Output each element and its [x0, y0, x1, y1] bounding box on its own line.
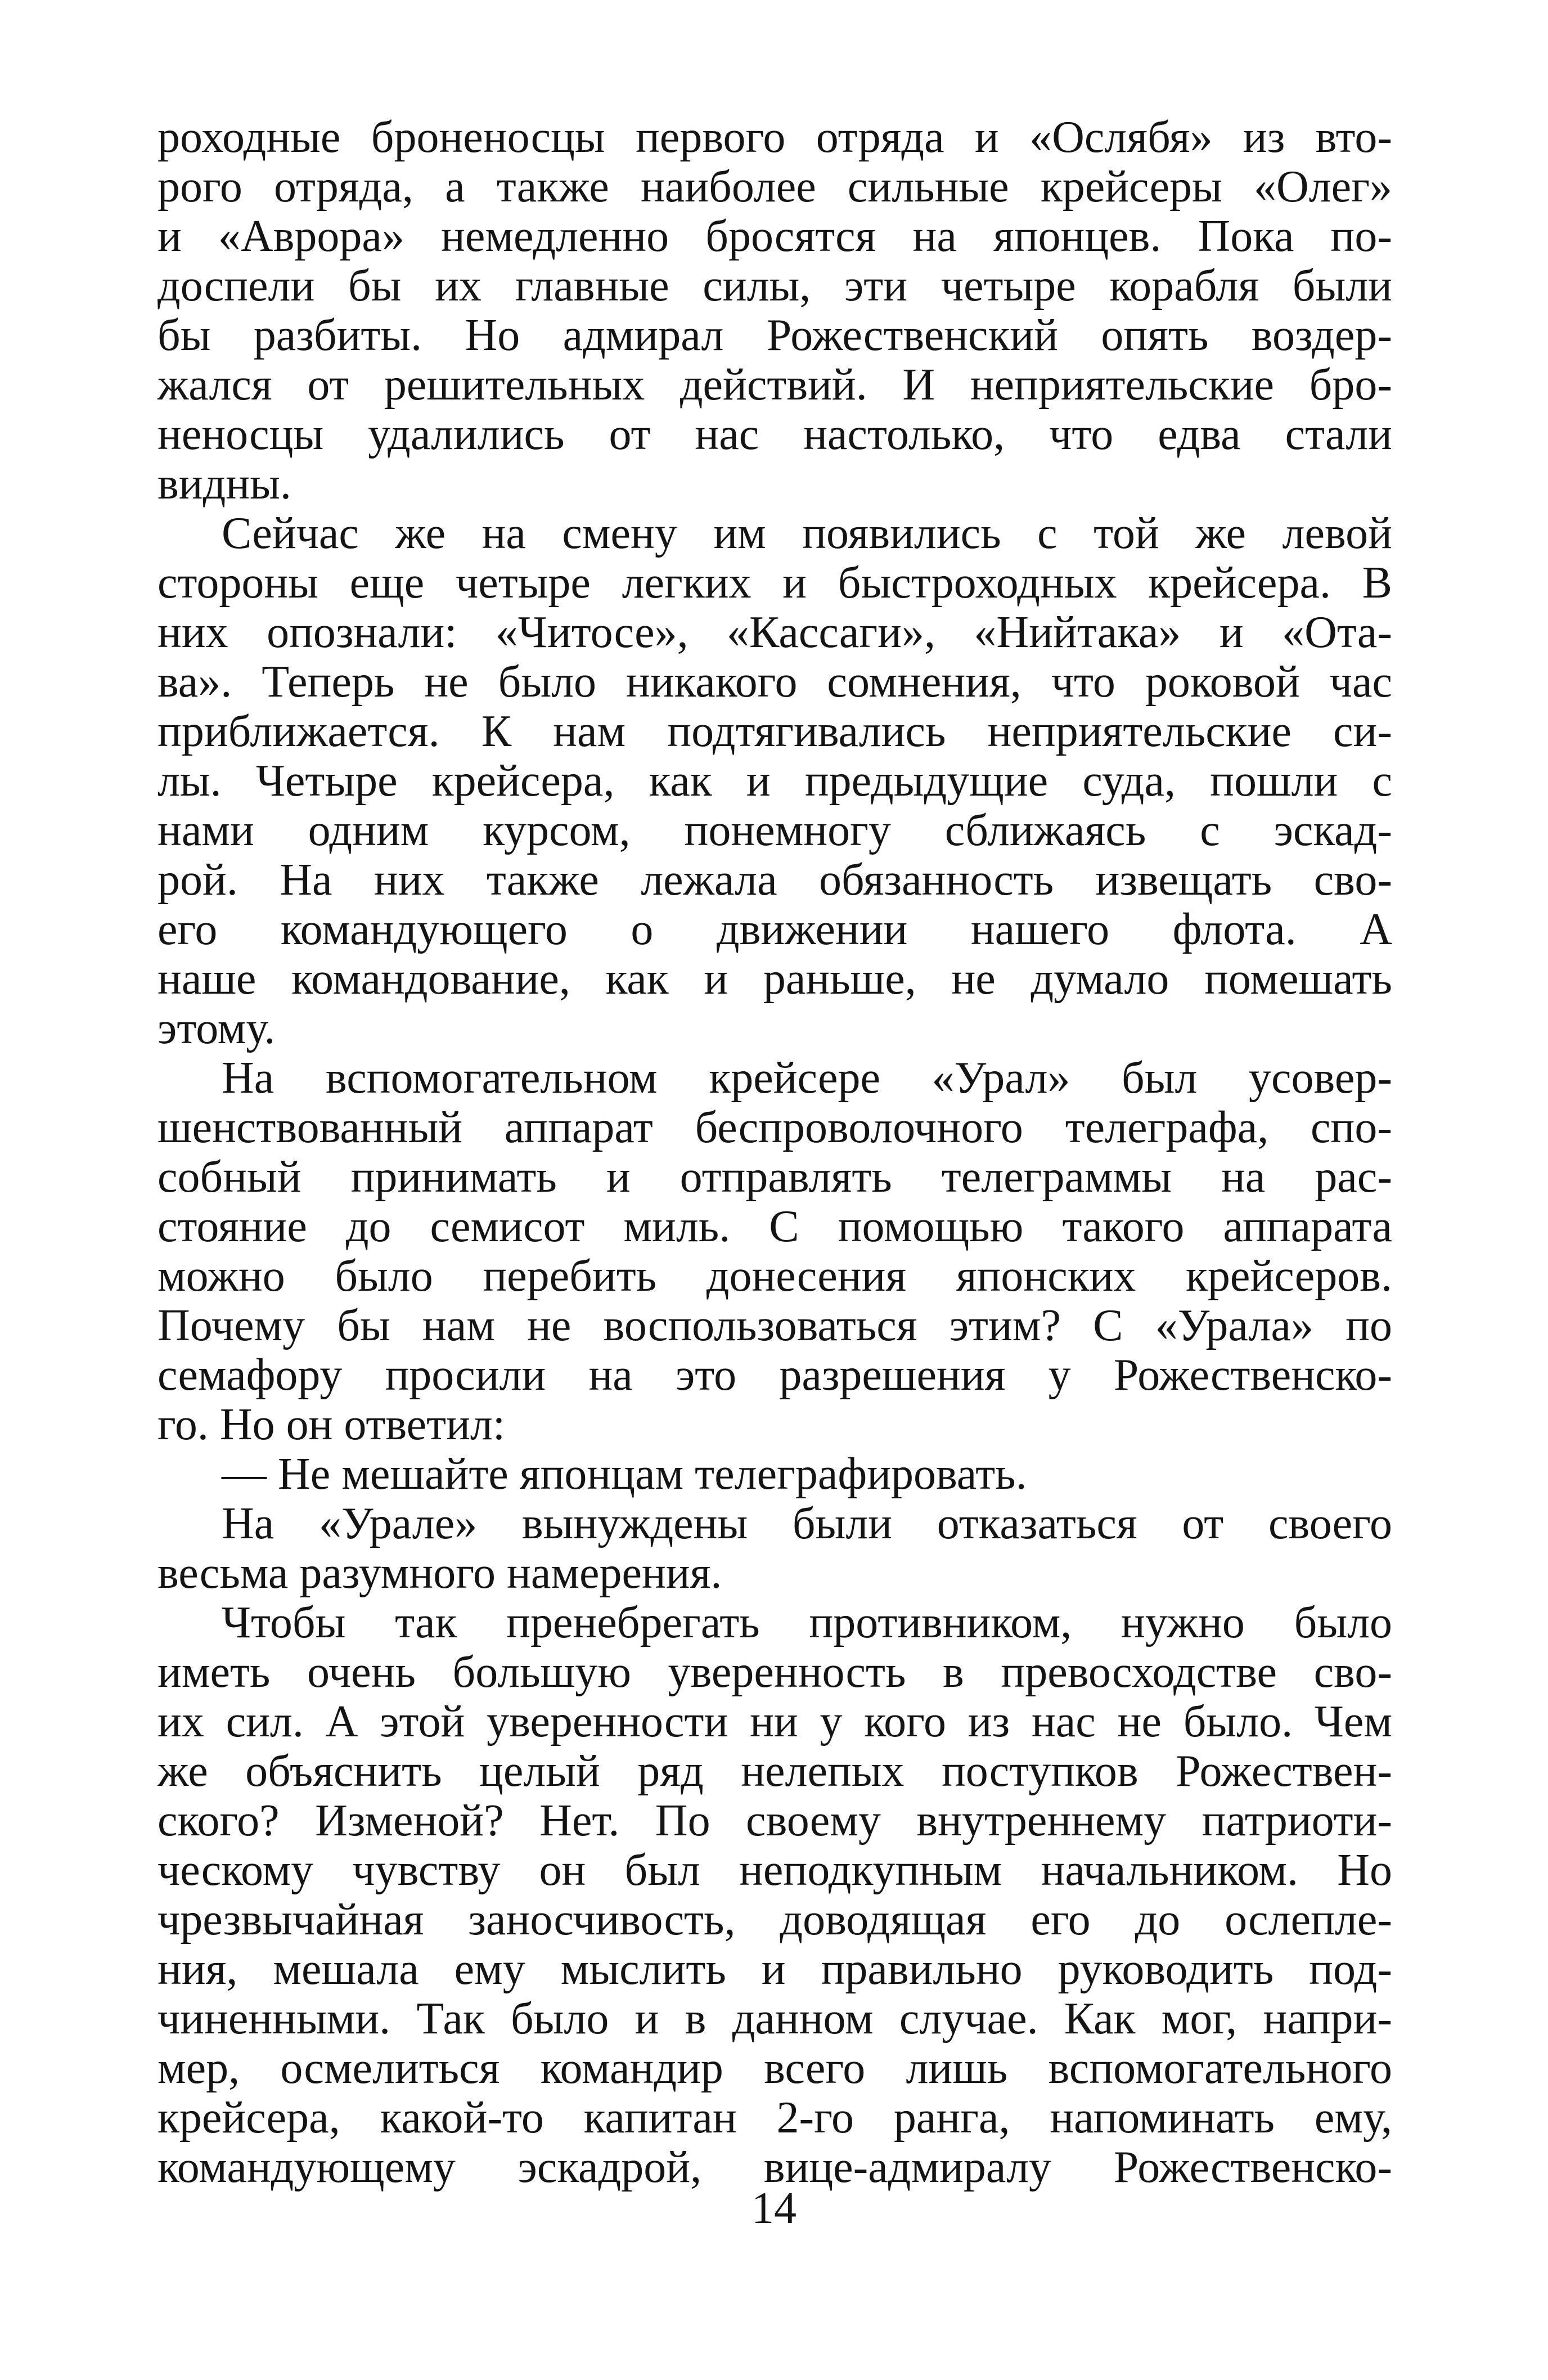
text-line: нами одним курсом, понемногу сближаясь с эскад-	[158, 806, 1392, 855]
text-line: ческому чувству он был неподкупным начальником. Но	[158, 1845, 1392, 1895]
text-line: бы разбиты. Но адмирал Рожественский опять воздер-	[158, 311, 1392, 360]
text-line: ского? Изменой? Нет. По своему внутреннему патриоти-	[158, 1796, 1392, 1845]
text-line: шенствованный аппарат беспроволочного телеграфа, спо-	[158, 1103, 1392, 1152]
text-line: ва». Теперь не было никакого сомнения, что роковой час	[158, 657, 1392, 707]
text-line: их сил. А этой уверенности ни у кого из нас не было. Чем	[158, 1697, 1392, 1746]
text-line: рого отряда, а также наиболее сильные крейсеры «Олег»	[158, 162, 1392, 212]
paragraph-1	[158, 113, 1392, 509]
paragraph-2	[158, 509, 1392, 1053]
text-line: них опознали: «Читосе», «Кассаги», «Нийтака» и «Ота-	[158, 608, 1392, 657]
text-line: мер, осмелиться командир всего лишь вспомогательного	[158, 2044, 1392, 2093]
text-line: можно было перебить донесения японских крейсеров.	[158, 1251, 1392, 1301]
page-number: 14	[752, 2184, 796, 2233]
text-line: стороны еще четыре легких и быстроходных крейсера. В	[158, 558, 1392, 608]
text-line: наше командование, как и раньше, не думало помешать	[158, 954, 1392, 1004]
text-line: ния, мешала ему мыслить и правильно руководить под-	[158, 1945, 1392, 1994]
text-line: иметь очень большую уверенность в превосходстве сво-	[158, 1647, 1392, 1697]
text-line: стояние до семисот миль. С помощью такого аппарата	[158, 1202, 1392, 1251]
text-line: — Не мешайте японцам телеграфировать.	[222, 1449, 1027, 1499]
text-line: доспели бы их главные силы, эти четыре корабля были	[158, 261, 1392, 311]
text-line: весьма разумного намерения.	[158, 1548, 722, 1598]
text-line: На «Урале» вынуждены были отказаться от своего	[222, 1499, 1392, 1548]
paragraph-4	[158, 1449, 1392, 1499]
text-line: го. Но он ответил:	[158, 1400, 506, 1449]
text-line: же объяснить целый ряд нелепых поступков Рожествен-	[158, 1746, 1392, 1796]
body-text	[158, 113, 1392, 2192]
paragraph-6	[158, 1598, 1392, 2192]
text-line: роходные броненосцы первого отряда и «Ослябя» из вто-	[158, 113, 1392, 162]
text-line: семафору просили на это разрешения у Рожественско-	[158, 1350, 1392, 1400]
text-line: видны.	[158, 459, 291, 509]
text-line: приближается. К нам подтягивались неприятельские си-	[158, 707, 1392, 756]
text-line: На вспомогательном крейсере «Урал» был усовер-	[222, 1053, 1392, 1103]
text-line: лы. Четыре крейсера, как и предыдущие суда, пошли с	[158, 756, 1392, 806]
text-line: рой. На них также лежала обязанность извещать сво-	[158, 855, 1392, 905]
text-line: жался от решительных действий. И неприятельские бро-	[158, 360, 1392, 410]
text-line: собный принимать и отправлять телеграммы на рас-	[158, 1152, 1392, 1202]
text-line: его командующего о движении нашего флота. А	[158, 905, 1392, 954]
text-line: чрезвычайная заносчивость, доводящая его до ослепле-	[158, 1895, 1392, 1945]
text-line: командующему эскадрой, вице-адмиралу Рожественско-	[158, 2143, 1392, 2192]
text-line: Почему бы нам не воспользоваться этим? С «Урала» по	[158, 1301, 1392, 1350]
text-line: неносцы удалились от нас настолько, что едва стали	[158, 410, 1392, 459]
text-line: Сейчас же на смену им появились с той же левой	[222, 509, 1392, 558]
text-line: чиненными. Так было и в данном случае. Как мог, напри-	[158, 1994, 1392, 2044]
text-line: крейсера, какой-то капитан 2-го ранга, напоминать ему,	[158, 2093, 1392, 2143]
text-line: этому.	[158, 1004, 276, 1053]
text-line: и «Аврора» немедленно бросятся на японцев. Пока по-	[158, 212, 1392, 261]
paragraph-5	[158, 1499, 1392, 1598]
text-line: Чтобы так пренебрегать противником, нужно было	[222, 1598, 1392, 1647]
paragraph-3	[158, 1053, 1392, 1449]
